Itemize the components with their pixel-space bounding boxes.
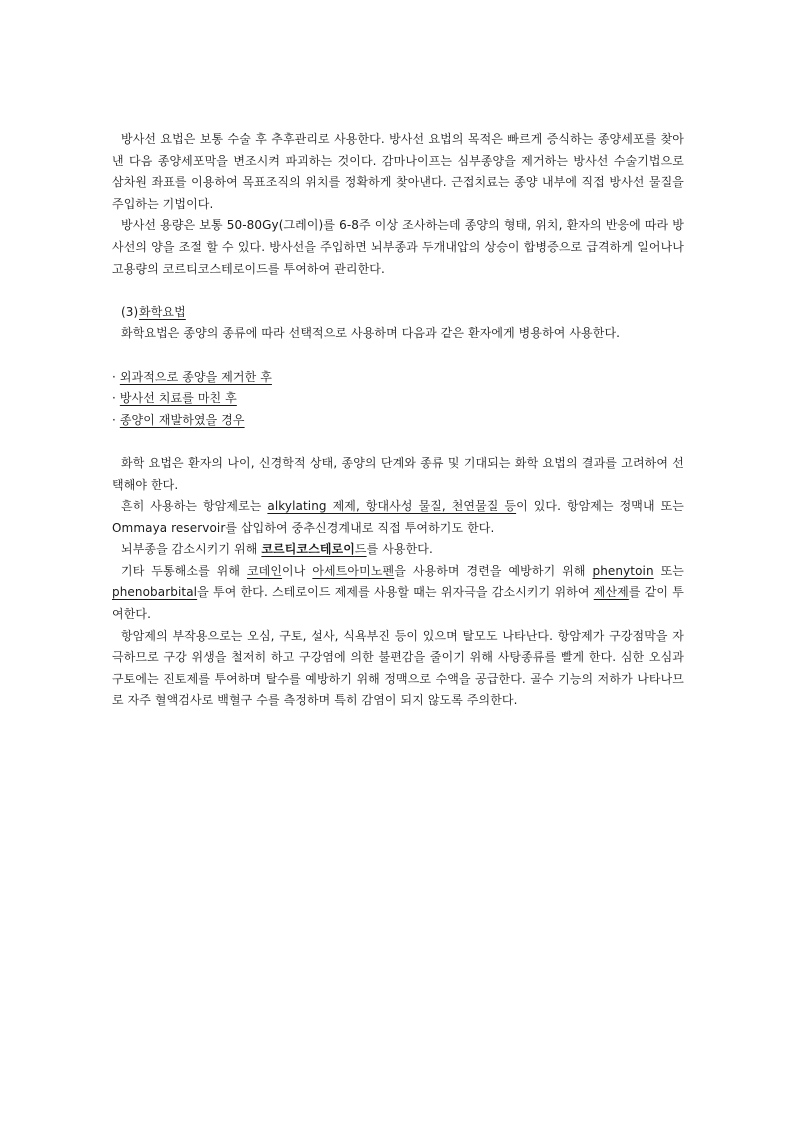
section-heading	[112, 302, 684, 324]
text-span: 을 사용하며 경련을 예방하기 위해	[394, 563, 593, 578]
bullet-list	[112, 367, 684, 432]
list-item-text: 종양이 재발하였을 경우	[119, 412, 245, 427]
antacid-term: 제산제	[593, 585, 629, 600]
list-item-text: 방사선 치료를 마친 후	[119, 391, 237, 406]
paragraph-other-drugs	[112, 561, 684, 626]
corticosteroid-term-end: 드	[354, 542, 367, 557]
phenobarbital-term: phenobarbital	[112, 585, 198, 600]
text-span: 를 같이 투여한다.	[112, 585, 684, 622]
bullet-marker: ·	[112, 412, 116, 427]
text-span: 기타 두통해소를 위해	[121, 563, 247, 578]
spacer	[112, 431, 684, 453]
paragraph-anticancer-drugs	[112, 496, 684, 539]
section-number: (3)	[121, 304, 139, 319]
paragraph-radiation-therapy: 방사선 요법은 보통 수술 후 추후관리로 사용한다. 방사선 요법의 목적은 빠르게 증식하는 종양세포를 찾아낸 다음 종양세포막을 변조시켜 파괴하는 것이다. 감마나이프는 심부종양을 제거하는 방사선 수술기법으로 삼차원 좌표를 이용하여 목표조직의 위치를 정확하게 찾아낸다. 근접치료는 종양 내부에 직접 방사선 물질을 주입하는 기법이다.	[112, 132, 684, 211]
spacer	[112, 280, 684, 302]
bullet-marker: ·	[112, 391, 116, 406]
text-span: 이나	[282, 563, 313, 578]
document-body	[112, 129, 684, 712]
list-item-text: 외과적으로 종양을 제거한 후	[119, 369, 272, 384]
text-span: 를 사용한다.	[366, 542, 433, 557]
acetaminophen-term: 아세트아미노펜	[312, 563, 395, 578]
paragraph-radiation-dose: 방사선 용량은 보통 50-80Gy(그레이)를 6-8주 이상 조사하는데 종양의 형태, 위치, 환자의 반응에 따라 방사선의 양을 조절 할 수 있다. 방사선을 주입하면 뇌부종과 두개내압의 상승이 합병증으로 급격하게 일어나나 고용량의 코르티코스테로이드를 투여하여 관리한다.	[112, 218, 684, 276]
paragraph-side-effects: 항암제의 부작용으로는 오심, 구토, 설사, 식욕부진 등이 있으며 탈모도 나타난다. 항암제가 구강점막을 자극하므로 구강 위생을 철저히 하고 구강염에 의한 불편감을 줄이기 위해 사탕종류를 빨게 한다. 심한 오심과 구토에는 진토제를 투여하며 탈수를 예방하기 위해 정맥으로 수액을 공급한다. 골수 기능의 저하가 나타나므로 자주 혈액검사로 백혈구 수를 측정하며 특히 감염이 되지 않도록 주의한다.	[112, 628, 684, 708]
list-item	[112, 388, 684, 410]
text-span: 을 투여 한다. 스테로이드 제제를 사용할 때는 위자극을 감소시키기 위하여	[197, 585, 594, 600]
phenytoin-term: phenytoin	[592, 563, 654, 578]
codeine-term: 코데인	[246, 563, 283, 578]
drug-classes: alkylating 제제, 항대사성 물질, 천연물질 등	[267, 499, 517, 514]
bullet-marker: ·	[112, 369, 116, 384]
list-item	[112, 367, 684, 389]
text-span: 뇌부종을 감소시키기 위해	[121, 542, 262, 557]
spacer	[112, 345, 684, 367]
section-title: 화학요법	[139, 304, 186, 319]
paragraph-chemo-selection: 화학 요법은 환자의 나이, 신경학적 상태, 종양의 단계와 종류 및 기대되는 화학 요법의 결과를 고려하여 선택해야 한다.	[112, 455, 684, 492]
paragraph-chemo-intro: 화학요법은 종양의 종류에 따라 선택적으로 사용하며 다음과 같은 환자에게 병용하여 사용한다.	[121, 326, 621, 341]
corticosteroid-term: 코르티코스테로이	[261, 542, 355, 557]
paragraph-brain-edema	[112, 539, 684, 561]
list-item	[112, 410, 684, 432]
text-span: 흔히 사용하는 항암제로는	[121, 499, 268, 514]
text-span: 또는	[653, 563, 684, 578]
text-span: 이 있다. 항암제는 정맥내 또는 Ommaya reservoir를 삽입하여 중추신경계내로 직접 투여하기도 한다.	[112, 499, 684, 535]
